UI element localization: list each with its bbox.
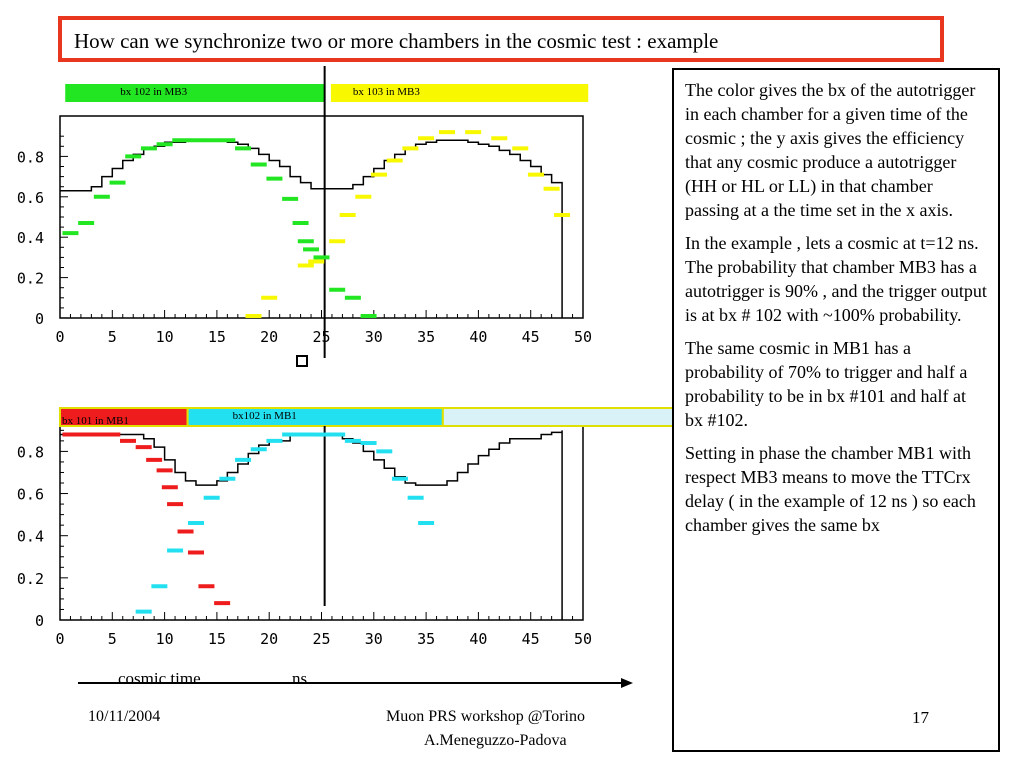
x-tick-label: 25: [312, 328, 331, 346]
bx-band-3: [443, 408, 672, 426]
x-tick-label: 40: [469, 630, 488, 648]
y-tick-label: 0.2: [16, 269, 44, 288]
x-unit: ns: [292, 669, 308, 688]
x-tick-label: 40: [469, 328, 488, 346]
x-tick-label: 45: [521, 328, 540, 346]
x-tick-label: 30: [364, 630, 383, 648]
bx-band-1: [65, 84, 324, 102]
bx-band-label: bx 102 in MB3: [120, 86, 188, 98]
x-caption: cosmic time: [118, 669, 201, 688]
plot-mb3: [17, 66, 592, 358]
y-tick-label: 0.2: [16, 569, 44, 588]
x-tick-label: 20: [260, 328, 279, 346]
plot-mb1: [17, 408, 672, 648]
x-tick-label: 30: [364, 328, 383, 346]
time-arrow-head: [621, 678, 633, 688]
explanation-paragraph-2: In the example , lets a cosmic at t=12 ns. The probability that chamber MB3 has a autotrigger is 90% , and the trigger output is at bx # 102 with ~100% probability.: [685, 233, 987, 325]
x-tick-label: 35: [417, 328, 436, 346]
explanation-paragraph-4: Setting in phase the chamber MB1 with respect MB3 means to move the TTCrx delay ( in the example of 12 ns ) so each chamber gives the same bx: [685, 443, 976, 535]
page-number: 17: [912, 708, 929, 727]
y-tick-label: 0.4: [16, 229, 44, 248]
bx-band-label: bx 101 in MB1: [62, 415, 129, 427]
y-tick-label: 0.8: [16, 148, 44, 167]
efficiency-envelope: [60, 140, 562, 318]
x-tick-label: 15: [207, 630, 226, 648]
footer-author: A.Meneguzzo-Padova: [424, 732, 567, 749]
x-tick-label: 10: [155, 328, 174, 346]
explanation-box: [672, 68, 1000, 752]
x-tick-label: 0: [55, 630, 65, 648]
x-tick-label: 45: [521, 630, 540, 648]
y-tick-label: 0.6: [16, 188, 44, 207]
y-tick-label: 0.6: [16, 485, 44, 504]
x-tick-label: 35: [417, 630, 436, 648]
footer-event: Muon PRS workshop @Torino: [386, 708, 585, 725]
bx-band-label: bx 103 in MB3: [352, 86, 420, 98]
x-tick-label: 20: [260, 630, 279, 648]
bx-band-label: bx102 in MB1: [232, 410, 297, 422]
y-tick-label: 0: [34, 612, 44, 630]
plot-frame: [60, 424, 583, 620]
x-tick-label: 5: [107, 328, 117, 346]
explanation-paragraph-3: The same cosmic in MB1 has a probability of 70% to trigger and half a probability to be in bx #101 and half at bx #102.: [685, 338, 968, 430]
footer-date: 10/11/2004: [88, 708, 161, 725]
x-tick-label: 50: [573, 328, 593, 346]
explanation-paragraph-1: The color gives the bx of the autotrigger in each chamber for a given time of the cosmic ; the y axis gives the efficiency that any cosmic produce a autotrigger (HH or HL or LL) in that chamber passing at a the time set in the x axis.: [685, 80, 976, 220]
x-tick-label: 25: [312, 630, 331, 648]
y-tick-label: 0.8: [16, 443, 44, 462]
x-tick-label: 15: [207, 328, 226, 346]
x-tick-label: 50: [573, 630, 593, 648]
x-tick-label: 5: [107, 630, 117, 648]
small-square-marker: [297, 356, 307, 366]
bx-band-2: [188, 408, 443, 426]
plot-frame: [60, 116, 583, 318]
x-tick-label: 10: [155, 630, 174, 648]
y-tick-label: 0.4: [16, 527, 44, 546]
y-tick-label: 0: [34, 310, 44, 328]
efficiency-envelope: [60, 430, 562, 620]
x-tick-label: 0: [55, 328, 65, 346]
slide-title: How can we synchronize two or more chambers in the cosmic test : example: [74, 29, 719, 53]
